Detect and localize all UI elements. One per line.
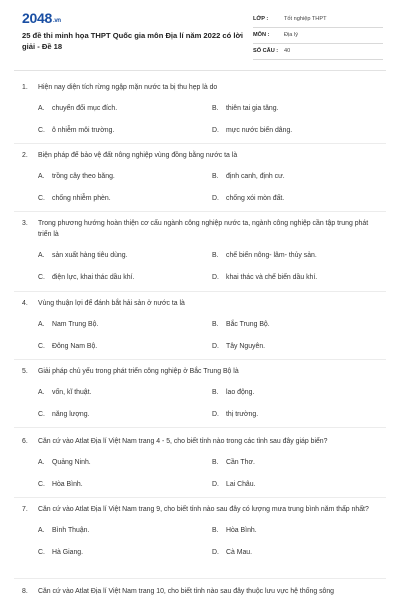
option-b[interactable] — [212, 252, 317, 259]
meta-row-subject — [253, 28, 383, 44]
option-letter: A. — [38, 459, 45, 466]
option-a[interactable] — [38, 459, 91, 466]
question-8 — [22, 586, 382, 597]
question-divider — [14, 211, 386, 212]
document-title: 25 đề thi minh họa THPT Quốc gia môn Địa lí năm 2022 có lời giải - Đề 18 — [22, 31, 244, 51]
option-c[interactable] — [38, 274, 134, 281]
question-7 — [22, 504, 382, 559]
option-letter: D. — [212, 343, 219, 350]
logo-domain-text: .vn — [52, 18, 61, 24]
meta-label: SỐ CÂU : — [253, 48, 279, 54]
question-3 — [22, 218, 382, 284]
option-b[interactable] — [212, 389, 254, 396]
option-b[interactable] — [212, 459, 255, 466]
option-text: thị trường. — [226, 411, 259, 418]
options-grid — [22, 515, 382, 559]
question-5 — [22, 366, 382, 421]
option-a[interactable] — [38, 105, 117, 112]
question-divider — [14, 359, 386, 360]
option-d[interactable] — [212, 411, 258, 418]
question-number: 4. — [22, 300, 28, 307]
options-grid — [22, 240, 382, 284]
option-text: Bắc Trung Bộ. — [226, 321, 270, 328]
question-number: 3. — [22, 220, 28, 227]
question-2 — [22, 150, 382, 205]
question-stem — [22, 366, 382, 377]
option-text: khai thác và chế biến dầu khí. — [226, 274, 318, 281]
option-text: chống xói mòn đất. — [226, 195, 285, 202]
meta-label: LỚP : — [253, 16, 269, 22]
question-divider — [14, 497, 386, 498]
options-grid — [22, 161, 382, 205]
question-text: Trong phương hướng hoàn thiện cơ cấu ngành công nghiệp nước ta, ngành công nghiệp cần tập trung phát triển là — [38, 220, 369, 238]
option-text: vốn, kĩ thuật. — [52, 389, 92, 396]
question-text: Căn cứ vào Atlat Địa lí Việt Nam trang 4 - 5, cho biết tỉnh nào trong các tỉnh sau đây giáp biển? — [38, 438, 328, 445]
option-text: năng lượng. — [52, 411, 90, 418]
option-a[interactable] — [38, 252, 127, 259]
option-letter: B. — [212, 459, 219, 466]
option-letter: D. — [212, 481, 219, 488]
question-6 — [22, 436, 382, 491]
option-text: Quảng Ninh. — [52, 459, 91, 466]
question-stem — [22, 436, 382, 447]
meta-value: Địa lý — [284, 32, 298, 38]
option-text: điện lực, khai thác dầu khí. — [52, 274, 135, 281]
question-number: 7. — [22, 506, 28, 513]
option-text: trồng cây theo băng. — [52, 173, 115, 180]
option-text: mực nước biển dâng. — [226, 127, 293, 134]
site-logo[interactable] — [22, 10, 61, 26]
option-text: Hòa Bình. — [52, 481, 83, 488]
option-letter: C. — [38, 481, 45, 488]
option-c[interactable] — [38, 411, 90, 418]
option-b[interactable] — [212, 105, 278, 112]
option-letter: C. — [38, 549, 45, 556]
option-letter: A. — [38, 527, 45, 534]
question-stem — [22, 82, 382, 93]
options-grid — [22, 447, 382, 491]
option-d[interactable] — [212, 343, 265, 350]
option-c[interactable] — [38, 481, 83, 488]
exam-meta — [253, 12, 383, 60]
option-letter: B. — [212, 252, 219, 259]
option-a[interactable] — [38, 389, 91, 396]
option-d[interactable] — [212, 481, 256, 488]
option-d[interactable] — [212, 549, 252, 556]
option-b[interactable] — [212, 527, 257, 534]
option-text: định canh, định cư. — [226, 173, 285, 180]
option-text: chuyển đổi mục đích. — [52, 105, 118, 112]
option-letter: A. — [38, 252, 45, 259]
question-text: Căn cứ vào Atlat Địa lí Việt Nam trang 9, cho biết tỉnh nào sau đây có lượng mưa trung bình năm thấp nhất? — [38, 506, 369, 513]
question-number: 1. — [22, 84, 28, 91]
option-letter: B. — [212, 173, 219, 180]
option-letter: A. — [38, 105, 45, 112]
meta-row-count — [253, 44, 383, 60]
option-a[interactable] — [38, 173, 115, 180]
option-text: Lai Châu. — [226, 481, 256, 488]
question-divider — [14, 291, 386, 292]
question-number: 8. — [22, 588, 28, 595]
question-divider — [14, 427, 386, 428]
meta-value: 40 — [284, 48, 291, 54]
question-text: Căn cứ vào Atlat Địa lí Việt Nam trang 10, cho biết tỉnh nào sau đây thuộc lưu vực hệ thống sông — [38, 588, 335, 595]
option-letter: C. — [38, 411, 45, 418]
option-letter: B. — [212, 527, 219, 534]
option-text: Hòa Bình. — [226, 527, 257, 534]
question-text: Hiện nay diện tích rừng ngập mặn nước ta bị thu hẹp là do — [38, 84, 218, 91]
option-c[interactable] — [38, 343, 97, 350]
option-text: Cần Thơ. — [226, 459, 255, 466]
meta-label: MÔN : — [253, 32, 270, 38]
option-b[interactable] — [212, 321, 270, 328]
option-text: Hà Giang. — [52, 549, 84, 556]
option-text: chống nhiễm phèn. — [52, 195, 111, 202]
question-text: Giải pháp chủ yếu trong phát triển công nghiệp ở Bắc Trung Bộ là — [38, 368, 239, 375]
option-letter: B. — [212, 389, 219, 396]
question-stem — [22, 586, 382, 597]
question-divider — [14, 578, 386, 579]
option-text: Cà Mau. — [226, 549, 253, 556]
option-text: thiên tai gia tăng. — [226, 105, 279, 112]
option-c[interactable] — [38, 549, 83, 556]
question-number: 5. — [22, 368, 28, 375]
option-d[interactable] — [212, 127, 292, 134]
option-letter: C. — [38, 343, 45, 350]
option-letter: A. — [38, 321, 45, 328]
option-letter: C. — [38, 127, 45, 134]
option-text: ô nhiễm môi trường. — [52, 127, 115, 134]
option-c[interactable] — [38, 127, 114, 134]
option-letter: C. — [38, 274, 45, 281]
option-text: Đông Nam Bộ. — [52, 343, 98, 350]
option-text: sản xuất hàng tiêu dùng. — [52, 252, 128, 259]
options-grid — [22, 309, 382, 353]
question-stem — [22, 504, 382, 515]
option-letter: D. — [212, 195, 219, 202]
option-d[interactable] — [212, 274, 317, 281]
option-letter: D. — [212, 274, 219, 281]
question-number: 6. — [22, 438, 28, 445]
option-letter: B. — [212, 105, 219, 112]
question-stem — [22, 218, 382, 240]
option-text: chế biến nông- lâm- thủy sản. — [226, 252, 317, 259]
header-divider — [14, 70, 386, 71]
option-letter: A. — [38, 173, 45, 180]
option-letter: A. — [38, 389, 45, 396]
option-text: lao động. — [226, 389, 255, 396]
question-stem — [22, 298, 382, 309]
option-letter: D. — [212, 411, 219, 418]
question-4 — [22, 298, 382, 353]
option-c[interactable] — [38, 195, 111, 202]
option-text: Tây Nguyên. — [226, 343, 266, 350]
question-number: 2. — [22, 152, 28, 159]
question-stem — [22, 150, 382, 161]
option-text: Bình Thuận. — [52, 527, 90, 534]
meta-value: Tốt nghiệp THPT — [284, 16, 327, 22]
option-d[interactable] — [212, 195, 284, 202]
option-a[interactable] — [38, 321, 98, 328]
question-1 — [22, 82, 382, 137]
option-letter: C. — [38, 195, 45, 202]
option-letter: B. — [212, 321, 219, 328]
option-a[interactable] — [38, 527, 89, 534]
question-text: Biện pháp để bảo vệ đất nông nghiệp vùng đồng bằng nước ta là — [38, 152, 238, 159]
options-grid — [22, 93, 382, 137]
options-grid — [22, 377, 382, 421]
question-text: Vùng thuận lợi để đánh bắt hải sản ở nước ta là — [38, 300, 185, 307]
meta-row-class — [253, 12, 383, 28]
option-b[interactable] — [212, 173, 285, 180]
option-letter: D. — [212, 127, 219, 134]
logo-main-text: 2048 — [22, 10, 52, 26]
option-text: Nam Trung Bộ. — [52, 321, 99, 328]
question-divider — [14, 143, 386, 144]
page-header — [0, 0, 400, 72]
option-letter: D. — [212, 549, 219, 556]
